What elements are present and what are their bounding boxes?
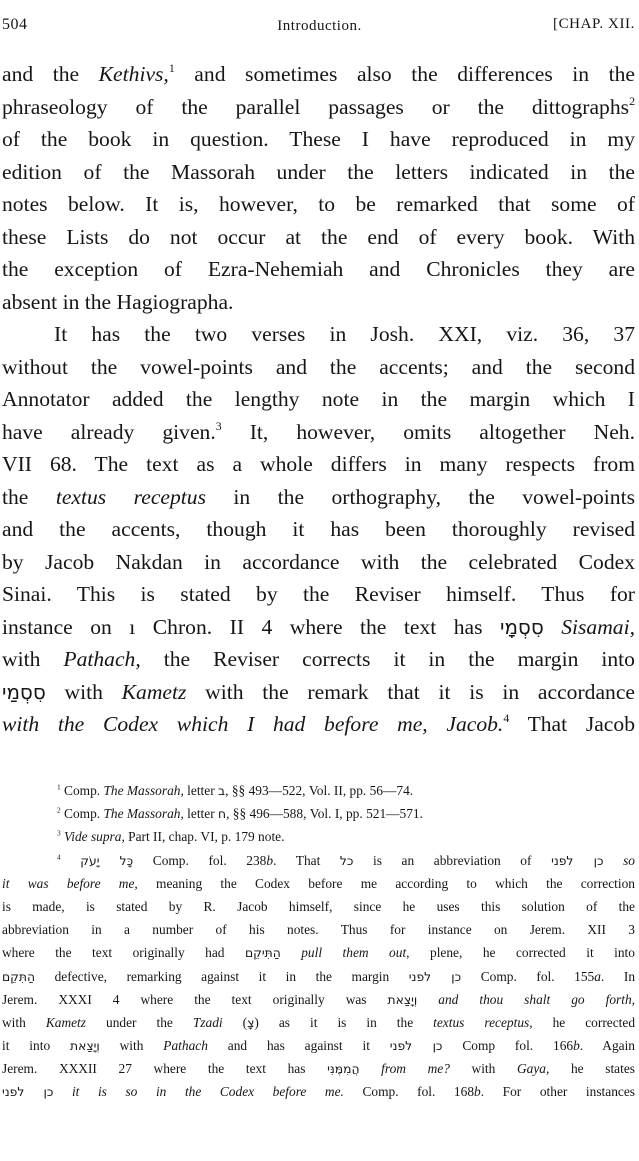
text-line: notes below. It is, however, to be remarked that some of (2, 192, 635, 216)
footnote-ref: 3 (215, 418, 222, 433)
footnote-marker: 3 (57, 828, 61, 838)
chapter-label: [CHAP. XII. (552, 16, 635, 32)
hebrew-word: וְיָצַאת (70, 1039, 100, 1054)
main-text (2, 58, 635, 741)
footnote-line: Jerem. XXXII 27 where the text has הֲמִמֶּנִּי from me? with Gaya, he states (2, 1061, 635, 1077)
text-line: edition of the Massorah under the letters indicated in the (2, 159, 635, 184)
page-header (0, 16, 639, 42)
text-line: and the Kethivs,$^1$ and sometimes also the differences in the (2, 61, 635, 86)
footnote-line: with Kametz under the Tzadi (צָ) as it is in the textus receptus, he corrected (2, 1014, 635, 1030)
footnote-line: it into וְיָצַאת with Pathach and has against it כן לפני Comp fol. 166b. Again (2, 1038, 635, 1054)
footnote-line: it was before me, meaning the Codex before me according to which the correction (2, 875, 635, 891)
footnote-ref: 4 (503, 711, 510, 726)
text-line: Sinai. This is stated by the Reviser himself. Thus for (2, 582, 635, 606)
footnotes (2, 779, 635, 1104)
footnote-line: כן לפני it is so in the Codex before me. Comp. fol. 168b. For other instances (2, 1084, 635, 1100)
text-line: the textus receptus in the orthography, the vowel-points (2, 484, 635, 509)
footnote-ref: 1 (168, 61, 175, 76)
hebrew-word: סִסְמַי (2, 680, 46, 704)
footnote-line: where the text originally had הַתִּיקֵם pull them out, plene, he corrected it into (2, 945, 635, 961)
text-line: absent in the Hagiographa. (2, 289, 234, 314)
footnote-3: $^3$ Vide supra, Part II, chap. VI, p. 179 note. (57, 828, 285, 845)
footnote-4: $^4$ כָּל יָעֹק Comp. fol. 238b. That כל is an abbreviation of כן לפני so (57, 852, 635, 868)
footnote-line: is made, is stated by R. Jacob himself, since he uses this solution of the (2, 898, 635, 914)
hebrew-word: הֲמִמֶּנִּי (327, 1062, 360, 1077)
text-line: with Pathach, the Reviser corrects it in the margin into (2, 647, 635, 671)
running-title: Introduction. (277, 18, 362, 34)
text-line: without the vowel-points and the accents; and the second (2, 354, 635, 379)
hebrew-word: הַתִּקֵם (2, 969, 36, 984)
hebrew-word: ח (218, 807, 227, 822)
hebrew-word: כָּל יָעֹק (80, 853, 134, 868)
footnote-line: הַתִּקֵם defective, remarking against it in the margin כן לפני Comp. fol. 155a. In (2, 968, 635, 984)
hebrew-word: וְיָצַאת (387, 992, 418, 1007)
hebrew-word: כן לפני (408, 969, 462, 984)
footnote-line: abbreviation in a number of his notes. Thus for instance on Jerem. XII 3 (2, 922, 635, 938)
text-line: phraseology of the parallel passages or the dittographs$^2$ (2, 93, 635, 119)
text-line: these Lists do not occur at the end of every book. With (2, 224, 635, 249)
hebrew-word: סִסְמָי (500, 615, 544, 639)
hebrew-word: ב (218, 784, 226, 798)
text-line: It has the two verses in Josh. XXI, viz. 36, 37 (54, 322, 635, 346)
hebrew-word: צָ (247, 1015, 255, 1030)
text-line: the exception of Ezra-Nehemiah and Chronicles they are (2, 257, 635, 281)
text-line: have already given.$^3$ It, however, omits altogether Neh. (2, 418, 635, 444)
footnote-1: $^1$ Comp. The Massorah, letter ב, §§ 493—522, Vol. II, pp. 56—74. (57, 782, 414, 798)
hebrew-word: כן לפני (2, 1085, 54, 1100)
hebrew-word: הַתִּיקֵם (244, 946, 281, 961)
text-line: by Jacob Nakdan in accordance with the celebrated Codex (2, 549, 635, 574)
footnote-2: $^2$ Comp. The Massorah, letter ח, §§ 496—588, Vol. I, pp. 521—571. (57, 805, 423, 822)
footnote-line: Jerem. XXXI 4 where the text originally was וְיָצַאת and thou shalt go forth, (2, 991, 635, 1007)
page-number: 504 (2, 16, 28, 33)
text-line: instance on ı Chron. II 4 where the text has סִסְמָי Sisamai, (2, 614, 635, 639)
text-line: סִסְמַי with Kametz with the remark that it is in accordance (2, 679, 635, 704)
footnote-marker: 4 (57, 852, 61, 862)
text-line: with the Codex which I had before me, Jacob.$^4$ That Jacob (2, 711, 635, 736)
hebrew-word: כל (339, 853, 354, 868)
text-line: and the accents, though it has been thoroughly revised (2, 517, 635, 541)
text-line: Annotator added the lengthy note in the margin which I (2, 387, 635, 411)
footnote-marker: 1 (57, 782, 61, 792)
footnote-ref: 2 (629, 93, 635, 108)
hebrew-word: כן לפני (389, 1039, 443, 1054)
text-line: VII 68. The text as a whole differs in many respects from (2, 452, 635, 476)
text-line: of the book in question. These I have reproduced in my (2, 127, 635, 151)
footnote-marker: 2 (57, 805, 61, 815)
hebrew-word: כן לפני (551, 853, 604, 868)
